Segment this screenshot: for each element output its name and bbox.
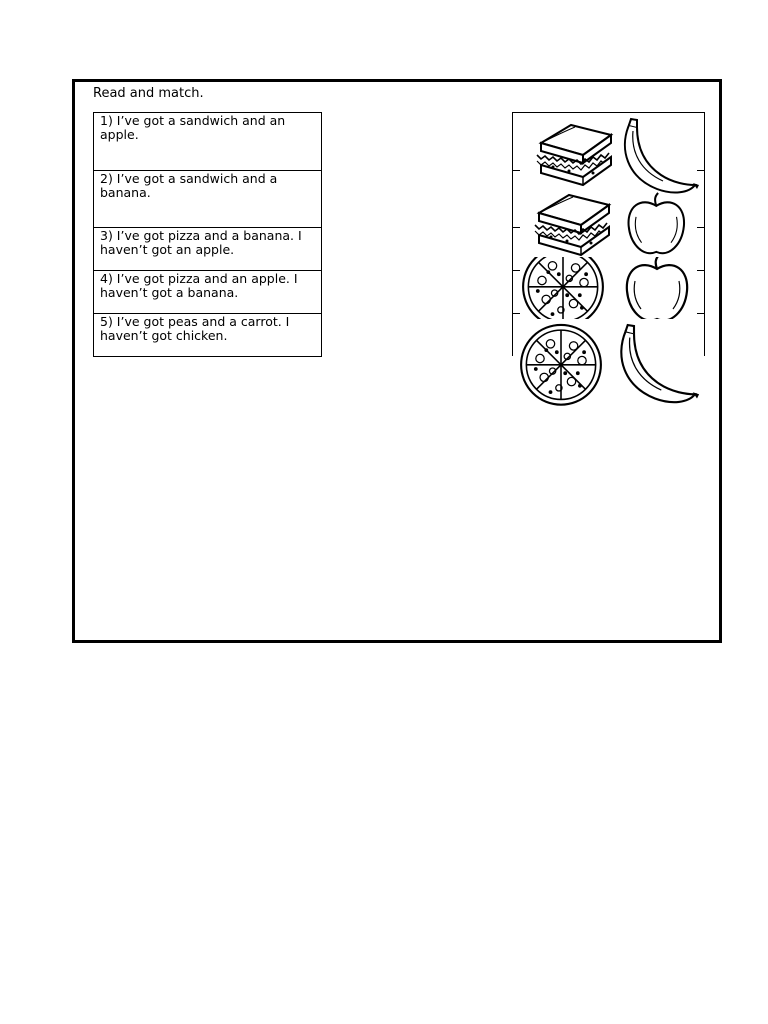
sandwich-icon <box>537 125 611 185</box>
apple-icon <box>629 193 685 253</box>
row-3-pictures <box>523 247 687 327</box>
row-2-pictures <box>535 193 684 255</box>
table-row <box>94 271 322 314</box>
apple-icon <box>627 255 687 320</box>
pizza-icon <box>521 325 601 405</box>
food-pictures <box>517 115 703 407</box>
sentence-1: 1) I’ve got a sandwich and an apple. <box>94 113 322 171</box>
row-4-pictures <box>521 325 699 405</box>
sentence-4: 4) I’ve got pizza and an apple. I haven’t got a banana. <box>94 271 322 314</box>
sentence-table <box>93 112 322 357</box>
table-row <box>94 314 322 357</box>
table-row <box>94 113 322 171</box>
table-row <box>94 228 322 271</box>
banana-icon <box>621 325 699 402</box>
pizza-icon <box>523 247 603 327</box>
sandwich-icon <box>535 195 609 255</box>
instruction-text: Read and match. <box>93 86 204 101</box>
sentence-5: 5) I’ve got peas and a carrot. I haven’t got chicken. <box>94 314 322 357</box>
banana-icon <box>625 119 699 192</box>
table-row <box>94 171 322 228</box>
row-1-pictures <box>537 119 699 192</box>
sentence-2: 2) I’ve got a sandwich and a banana. <box>94 171 322 228</box>
sentence-3: 3) I’ve got pizza and a banana. I haven’t got an apple. <box>94 228 322 271</box>
